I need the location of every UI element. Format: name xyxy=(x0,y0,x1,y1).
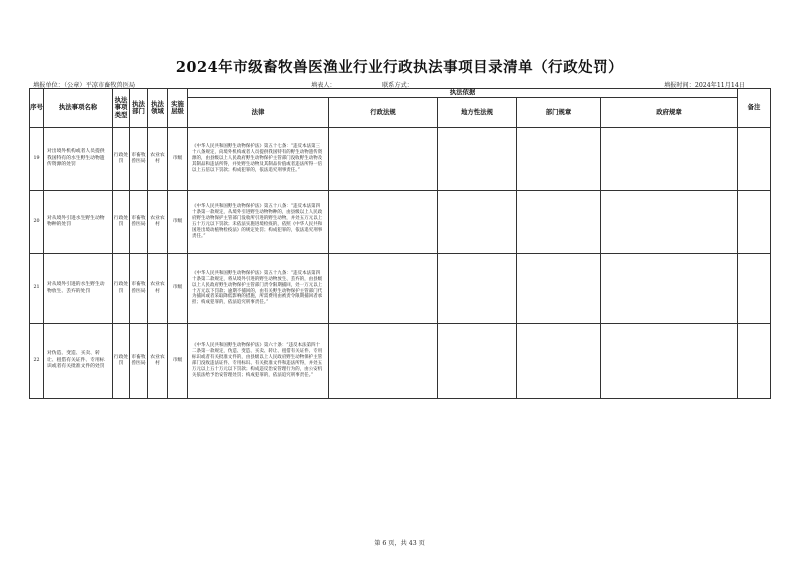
cell-local-reg xyxy=(438,254,517,324)
header-dept-rule: 部门规章 xyxy=(517,98,601,128)
cell-type: 行政处罚 xyxy=(113,254,130,324)
cell-remark xyxy=(738,191,771,254)
filling-date: 填报时间：2024年11月14日 xyxy=(664,82,745,89)
header-type: 执法事项类型 xyxy=(113,89,130,128)
table-row xyxy=(30,128,771,191)
enforcement-items-table xyxy=(29,88,771,399)
cell-field: 农业农村 xyxy=(148,191,168,254)
cell-admin-reg xyxy=(329,254,438,324)
cell-dept-rule xyxy=(517,191,601,254)
cell-dept: 市畜牧兽医局 xyxy=(130,324,148,399)
cell-name: 对从境外引进水生野生动物物种的处罚 xyxy=(44,191,113,254)
cell-level: 市级 xyxy=(168,324,188,399)
page-number: 第 6 页，共 43 页 xyxy=(374,540,425,547)
cell-local-reg xyxy=(438,128,517,191)
cell-dept: 市畜牧兽医局 xyxy=(130,254,148,324)
page-title: 2024年市级畜牧兽医渔业行业行政执法事项目录清单（行政处罚） xyxy=(175,59,624,76)
header-level: 实施层级 xyxy=(168,89,188,128)
cell-gov-rule xyxy=(601,191,738,254)
cell-name: 对伪造、变造、买卖、转让、租借有关证件、专用标识或者有关批准文件的处罚 xyxy=(44,324,113,399)
cell-seq: 22 xyxy=(30,324,44,399)
header-remark: 备注 xyxy=(738,89,771,128)
header-basis: 执法依据 xyxy=(188,89,738,98)
cell-seq: 20 xyxy=(30,191,44,254)
cell-local-reg xyxy=(438,324,517,399)
cell-seq: 19 xyxy=(30,128,44,191)
table-row xyxy=(30,191,771,254)
filling-unit: 填报单位：（公章）平凉市畜牧兽医局 xyxy=(33,82,136,89)
cell-type: 行政处罚 xyxy=(113,128,130,191)
cell-law: 《中华人民共和国野生动物保护法》第五十九条：“违反本法第四十条第二款规定，将从境外引进的野生动物放生、丢弃的，由县级以上人民政府野生动物保护主管部门责令限期捕回，处一万元以上十万元以下罚款；逾期不捕回的，由有关野生动物保护主管部门代为捕回或者采取降低影响的措施，所需费用由被责令限期捕回者承担；构成犯罪的，依法追究刑事责任。” xyxy=(188,254,329,324)
cell-admin-reg xyxy=(329,191,438,254)
cell-field: 农业农村 xyxy=(148,324,168,399)
cell-remark xyxy=(738,128,771,191)
cell-law: 《中华人民共和国野生动物保护法》第五十八条：“违反本法第四十条第一款规定，从境外引进野生动物物种的，由县级以上人民政府野生动物保护主管部门没收所引进的野生动物，并处五万元以上五十万元以下罚款；未依法实施进境检疫的，依照《中华人民共和国进出境动植物检疫法》的规定处罚；构成犯罪的，依法追究刑事责任。” xyxy=(188,191,329,254)
cell-admin-reg xyxy=(329,324,438,399)
contact-field: 联系方式： xyxy=(382,82,413,89)
cell-field: 农业农村 xyxy=(148,254,168,324)
cell-dept-rule xyxy=(517,128,601,191)
cell-type: 行政处罚 xyxy=(113,191,130,254)
table-row xyxy=(30,324,771,399)
header-field: 执法领域 xyxy=(148,89,168,128)
table-row xyxy=(30,254,771,324)
header-seq: 序号 xyxy=(30,89,44,128)
header-admin-reg: 行政法规 xyxy=(329,98,438,128)
cell-gov-rule xyxy=(601,324,738,399)
header-gov-rule: 政府规章 xyxy=(601,98,738,128)
cell-field: 农业农村 xyxy=(148,128,168,191)
cell-level: 市级 xyxy=(168,254,188,324)
cell-law: 《中华人民共和国野生动物保护法》第五十七条：“违反本法第三十八条规定，向境外机构或者人员提供我国特有的野生动物遗传资源的，由县级以上人民政府野生动物保护主管部门没收野生动物及其制品和违法所得，并处野生动物及其制品价值或者违法所得一倍以上五倍以下罚款；构成犯罪的，依法追究刑事责任。” xyxy=(188,128,329,191)
cell-remark xyxy=(738,324,771,399)
cell-name: 对从境外引进的水生野生动物放生、丢弃的处罚 xyxy=(44,254,113,324)
header-dept: 执法部门 xyxy=(130,89,148,128)
cell-level: 市级 xyxy=(168,191,188,254)
cell-dept: 市畜牧兽医局 xyxy=(130,128,148,191)
cell-level: 市级 xyxy=(168,128,188,191)
cell-dept-rule xyxy=(517,254,601,324)
header-local-reg: 地方性法规 xyxy=(438,98,517,128)
cell-local-reg xyxy=(438,191,517,254)
cell-name: 对出境外机构或者人员提供我国特有的水生野生动物遗传资源的处罚 xyxy=(44,128,113,191)
cell-type: 行政处罚 xyxy=(113,324,130,399)
cell-gov-rule xyxy=(601,254,738,324)
cell-dept: 市畜牧兽医局 xyxy=(130,191,148,254)
cell-dept-rule xyxy=(517,324,601,399)
cell-seq: 21 xyxy=(30,254,44,324)
cell-admin-reg xyxy=(329,128,438,191)
cell-remark xyxy=(738,254,771,324)
header-name: 执法事项名称 xyxy=(44,89,113,128)
filler-field: 填表人： xyxy=(311,82,336,89)
cell-gov-rule xyxy=(601,128,738,191)
cell-law: 《中华人民共和国野生动物保护法》第六十条：“违反本法第四十二条第一款规定，伪造、变造、买卖、转让、租借有关证件、专用标识或者有关批准文件的，由县级以上人民政府野生动物保护主管部门没收违法证件、专用标识、有关批准文件和违法所得，并处五万元以上五十万元以下罚款；构成违反治安管理行为的，由公安机关依法给予治安管理处罚；构成犯罪的，依法追究刑事责任。” xyxy=(188,324,329,399)
header-law: 法律 xyxy=(188,98,329,128)
